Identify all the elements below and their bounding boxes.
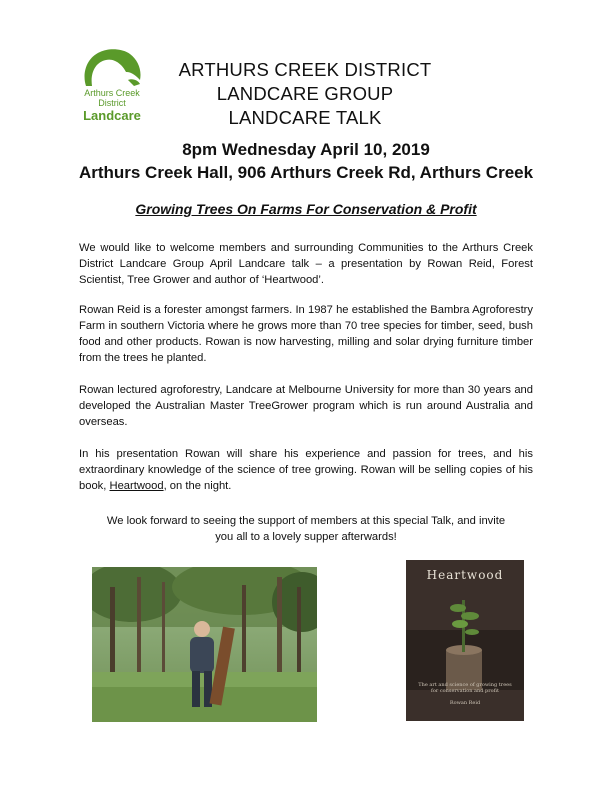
talk-title: Growing Trees On Farms For Conservation & Profit <box>135 201 477 217</box>
presentation-paragraph <box>79 446 533 494</box>
intro-paragraph: We would like to welcome members and surrounding Communities to the Arthurs Creek District Landcare Group April Landcare talk – a presentation by Rowan Reid, Forest Scientist, Tree Grower and author of ‘Heartwood’. <box>79 242 533 286</box>
speaker-photo <box>92 567 317 722</box>
book-cover-author: Rowan Reid <box>449 700 481 706</box>
book-cover-title: Heartwood <box>426 568 504 582</box>
logo-text-line1: Arthurs Creek <box>84 88 140 98</box>
header-line-1: ARTHURS CREEK DISTRICT <box>178 59 432 80</box>
book-cover-image <box>406 560 524 721</box>
book-title-link: Heartwood <box>109 480 164 492</box>
logo-text-line3: Landcare <box>83 108 141 123</box>
header-line-2: LANDCARE GROUP <box>216 83 394 104</box>
closing-line-1: We look forward to seeing the support of members at this special Talk, and invite <box>106 515 506 527</box>
book-cover-subtitle: The art and science of growing trees for conservation and profit <box>418 682 512 694</box>
speaker-career-paragraph: Rowan lectured agroforestry, Landcare at Melbourne University for more than 30 years and developed the Australian Master TreeGrower program which is run around Australia and overseas. <box>79 384 533 428</box>
event-date: 8pm Wednesday April 10, 2019 <box>182 140 430 159</box>
logo-text-line2: District <box>98 98 126 108</box>
closing-message <box>79 513 533 545</box>
presentation-text-end: , on the night. <box>163 480 232 492</box>
speaker-bio-paragraph: Rowan Reid is a forester amongst farmers. In 1987 he established the Bambra Agroforestry Farm in southern Victoria where he grows more than 70 tree species for timber, seed, bush food and other products. Rowan is now harvesting, milling and solar drying furniture timber from the trees he planted. <box>79 304 533 364</box>
event-venue: Arthurs Creek Hall, 906 Arthurs Creek Rd, Arthurs Creek <box>78 163 534 182</box>
presentation-text: In his presentation Rowan will share his experience and passion for trees, and his extraordinary knowledge of the science of tree growing. Rowan will be selling copies of his book, <box>79 448 533 492</box>
closing-line-2: you all to a lovely supper afterwards! <box>215 531 397 543</box>
header-line-3: LANDCARE TALK <box>228 107 382 128</box>
header-title <box>110 58 500 130</box>
